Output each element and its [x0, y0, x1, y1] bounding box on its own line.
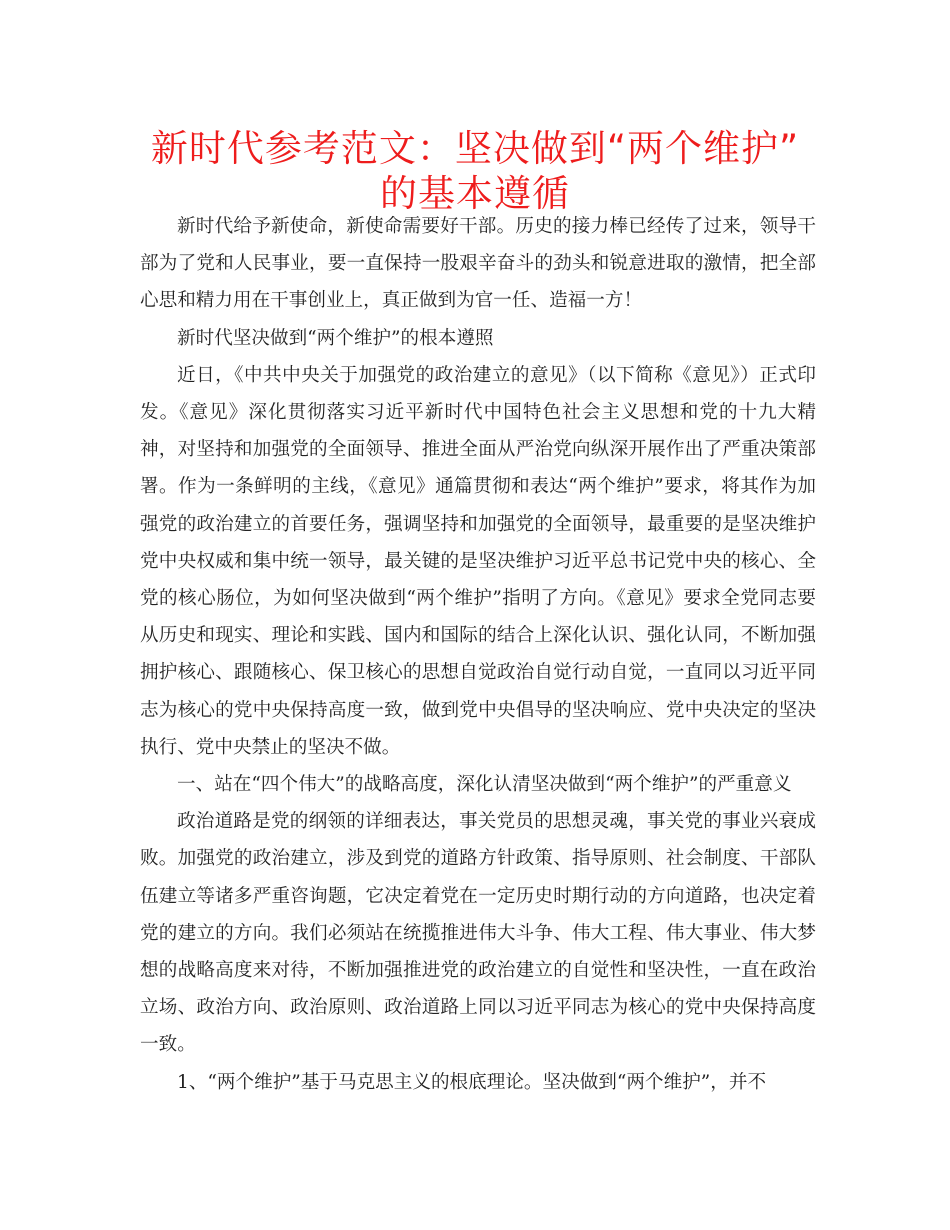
paragraph: 新时代给予新使命，新使命需要好干部。历史的接力棒已经传了过来，领导干部为了党和人民事业，要一直保持一股艰辛奋斗的劲头和锐意进取的激情，把全部心思和精力用在干事创业上，真正做到为官一任、造福一方！ — [140, 216, 816, 312]
section-heading: 一、站在“四个伟大”的战略高度，深化认清坚决做到“两个维护”的严重意义 — [177, 774, 792, 796]
paragraph: 政治道路是党的纲领的详细表达，事关党员的思想灵魂，事关党的事业兴衰成败。加强党的政治建立，涉及到党的道路方针政策、指导原则、社会制度、干部队伍建立等诸多严重咨询题，它决定着党在一定历史时期行动的方向道路，也决定着党的建立的方向。我们必须站在统揽推进伟大斗争、伟大工程、伟大事业、伟大梦想的战略高度来对待，不断加强推进党的政治建立的自觉性和坚决性，一直在政治立场、政治方向、政治原则、政治道路上同以习近平同志为核心的党中央保持高度一致。 — [140, 811, 816, 1056]
document-body — [140, 208, 816, 1101]
paragraph: 1、“两个维护”基于马克思主义的根底理论。坚决做到“两个维护”，并不 — [177, 1071, 767, 1093]
paragraph: 近日，《中共中央关于加强党的政治建立的意见》（以下简称《意见》）正式印发。《意见》深化贯彻落实习近平新时代中国特色社会主义思想和党的十九大精神，对坚持和加强党的全面领导、推进全面从严治党向纵深开展作出了严重决策部署。作为一条鲜明的主线，《意见》通篇贯彻和表达“两个维护”要求，将其作为加强党的政治建立的首要任务，强调坚持和加强党的全面领导，最重要的是坚决维护党中央权威和集中统一领导，最关键的是坚决维护习近平总书记党中央的核心、全党的核心肠位，为如何坚决做到“两个维护”指明了方向。《意见》要求全党同志要从历史和现实、理论和实践、国内和国际的结合上深化认识、强化认同，不断加强拥护核心、跟随核心、保卫核心的思想自觉政治自觉行动自觉，一直同以习近平同志为核心的党中央保持高度一致，做到党中央倡导的坚决响应、党中央决定的坚决执行、党中央禁止的坚决不做。 — [140, 364, 816, 758]
document-title-line1: 新时代参考范文：坚决做到“两个维护” — [150, 127, 800, 170]
document-title-line2: 的基本遵循 — [380, 172, 570, 215]
section-heading: 新时代坚决做到“两个维护”的根本遵照 — [177, 327, 494, 349]
